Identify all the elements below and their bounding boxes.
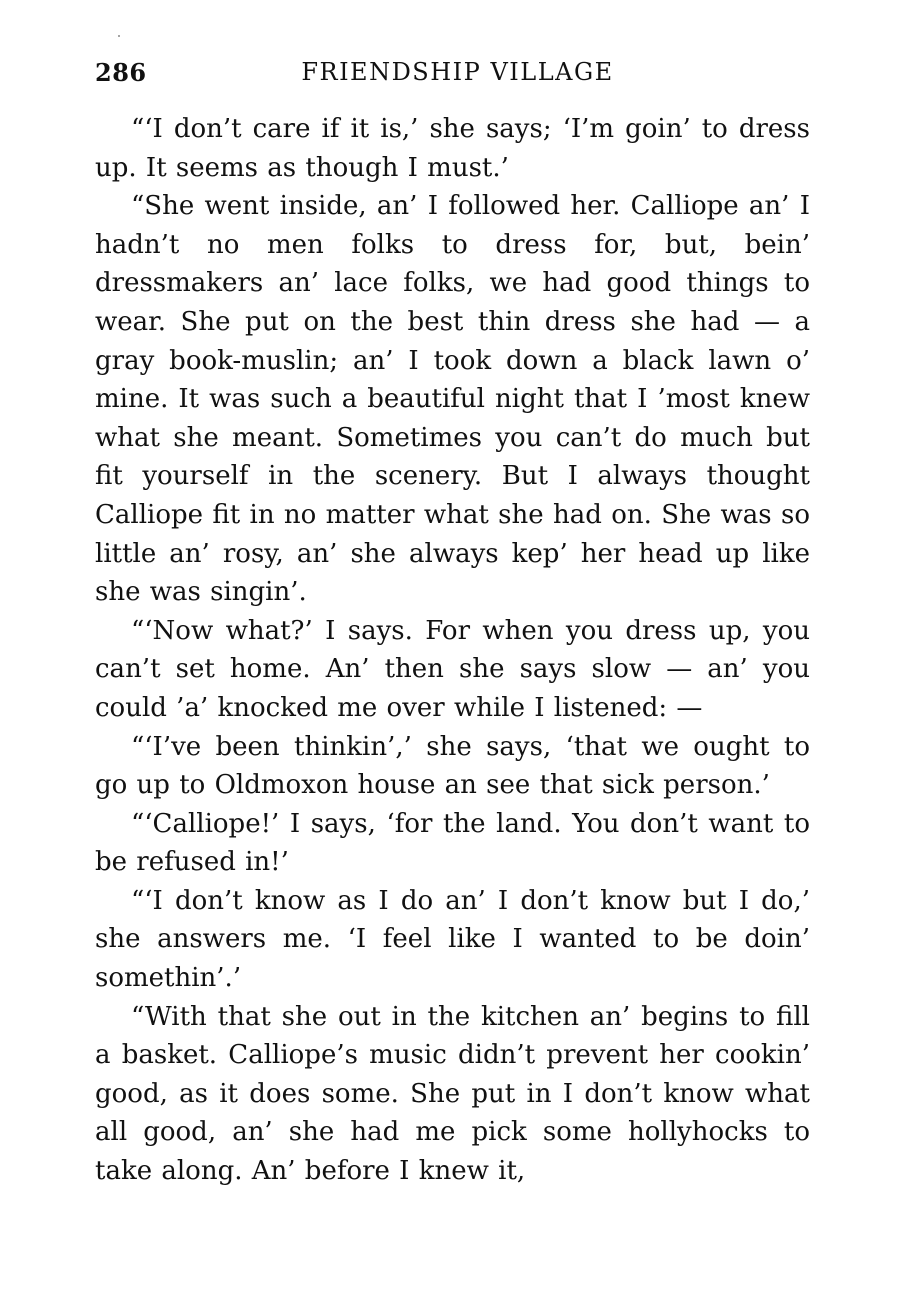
paragraph: “‘I don’t care if it is,’ she says; ‘I’m goin’ to dress up. It seems as though I must.’: [95, 114, 810, 183]
paragraph: “‘I’ve been thinkin’,’ she says, ‘that we ought to go up to Oldmoxon house an see that sick person.’: [95, 731, 810, 801]
paragraph: “She went inside, an’ I followed her. Calliope an’ I hadn’t no men folks to dress for, but, bein’ dressmakers an’ lace folks, we had good things to wear. She put on the best thin dress she had — a gray book-muslin; an’ I took down a black lawn o’ mine. It was such a beautiful night that I ’most knew what she meant. Sometimes you can’t do much but fit yourself in the scenery. But I always thought Calliope fit in no matter what she had on. She was so little an’ rosy, an’ she always kep’ her head up like she was singin’.: [95, 191, 810, 608]
book-page: [95, 58, 810, 1191]
print-speck: [118, 35, 120, 37]
paragraph: “With that she out in the kitchen an’ begins to fill a basket. Calliope’s music didn’t prevent her cookin’ good, as it does some. She put in I don’t know what all good, an’ she had me pick some hollyhocks to take along. An’ before I knew it,: [95, 1001, 810, 1187]
paragraph: “‘Calliope!’ I says, ‘for the land. You don’t want to be refused in!’: [95, 808, 810, 878]
page-header: [95, 58, 810, 98]
page-number: 286: [95, 58, 147, 87]
paragraph: “‘I don’t know as I do an’ I don’t know but I do,’ she answers me. ‘I feel like I wanted to be doin’ somethin’.’: [95, 885, 810, 994]
running-title: FRIENDSHIP VILLAGE: [301, 58, 614, 86]
body-text: [95, 110, 810, 1191]
paragraph: “‘Now what?’ I says. For when you dress up, you can’t set home. An’ then she says slow — an’ you could ’a’ knocked me over while I listened: —: [95, 615, 810, 723]
